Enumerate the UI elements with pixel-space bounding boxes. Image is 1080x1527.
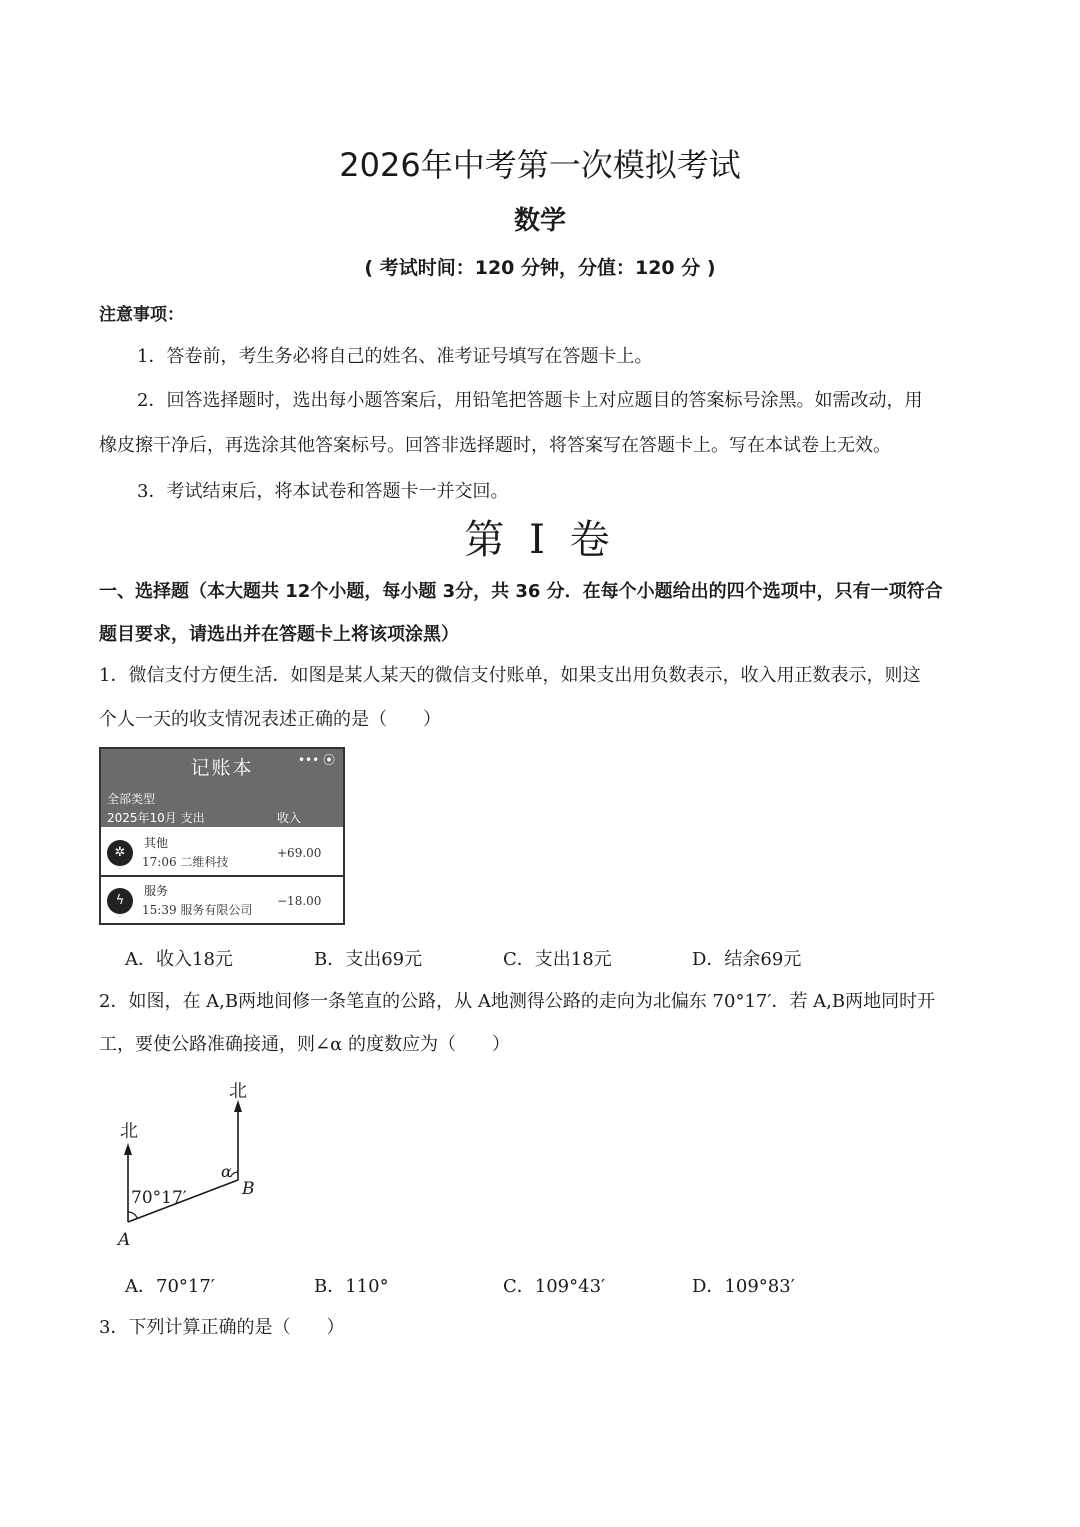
section-1-line-2: 题目要求，请选出并在答题卡上将该项涂黑） xyxy=(99,624,459,645)
point-b-label: B xyxy=(242,1179,255,1199)
notice-item-2-line-2: 橡皮擦干净后，再选涂其他答案标号。回答非选择题时，将答案写在答题卡上。写在本试卷上无效。 xyxy=(99,435,891,456)
question-2-option-d: D．109°83′ xyxy=(692,1276,795,1297)
ledger-title: 记账本 xyxy=(190,757,254,779)
ledger-row-name: 其他 xyxy=(144,836,169,850)
point-a-label: A xyxy=(118,1230,131,1250)
more-menu-icon: ••• ⦿ xyxy=(297,753,335,767)
section-1-line-1: 一、选择题（本大题共 12个小题，每小题 3分，共 36 分．在每个小题给出的四个选项中，只有一项符合 xyxy=(99,581,943,602)
notice-item-3: 3．考试结束后，将本试卷和答题卡一并交回。 xyxy=(137,481,509,502)
question-1-option-a: A．收入18元 xyxy=(125,949,233,970)
ledger-row-amount: −18.00 xyxy=(277,894,322,908)
ledger-income-header: 收入 xyxy=(277,811,302,825)
alpha-label: α xyxy=(221,1162,232,1181)
question-1-option-c: C．支出18元 xyxy=(503,949,612,970)
question-2-option-b: B．110° xyxy=(314,1276,389,1297)
question-3-line-1: 3．下列计算正确的是（ ） xyxy=(99,1317,345,1338)
question-1-option-d: D．结余69元 xyxy=(692,949,802,970)
question-2-option-c: C．109°43′ xyxy=(503,1276,606,1297)
exam-subject: 数学 xyxy=(513,206,566,236)
angle-label: 70°17′ xyxy=(131,1188,187,1208)
notice-item-2-line-1: 2．回答选择题时，选出每小题答案后，用铅笔把答题卡上对应题目的答案标号涂黑。如需改动，用 xyxy=(137,390,923,411)
north-label-b: 北 xyxy=(229,1081,247,1102)
north-label-a: 北 xyxy=(120,1121,138,1142)
ledger-row-time: 17:06 二维科技 xyxy=(142,855,229,869)
ledger-header xyxy=(101,749,343,827)
question-1-option-b: B．支出69元 xyxy=(314,949,423,970)
other-category-icon: ✲ xyxy=(107,840,133,866)
ledger-card xyxy=(99,747,345,925)
notice-heading: 注意事项： xyxy=(99,305,184,325)
question-2-option-a: A．70°17′ xyxy=(125,1276,215,1297)
notice-item-1: 1．答卷前，考生务必将自己的姓名、准考证号填写在答题卡上。 xyxy=(137,346,653,367)
question-1-line-2: 个人一天的收支情况表述正确的是（ ） xyxy=(99,709,441,730)
ledger-row-name: 服务 xyxy=(144,884,169,898)
exam-title: 2026年中考第一次模拟考试 xyxy=(339,146,741,184)
question-2-line-2: 工，要使公路准确接通，则∠α 的度数应为（ ） xyxy=(99,1034,510,1055)
service-category-icon: ϟ xyxy=(107,888,133,914)
ledger-row xyxy=(101,877,343,923)
ledger-type-filter: 全部类型 xyxy=(107,792,156,806)
volume-heading: 第 I 卷 xyxy=(464,517,616,563)
ledger-row-time: 15:39 服务有限公司 xyxy=(142,903,253,917)
question-1-line-1: 1．微信支付方便生活．如图是某人某天的微信支付账单，如果支出用负数表示，收入用正数表示，则这 xyxy=(99,665,921,686)
question-2-line-1: 2．如图，在 A,B两地间修一条笔直的公路，从 A地测得公路的走向为北偏东 70°17′．若 A,B两地同时开 xyxy=(99,991,936,1012)
north-arrow-a-head xyxy=(124,1143,132,1155)
ledger-row xyxy=(101,829,343,875)
ledger-month-label: 2025年10月 支出 xyxy=(107,811,205,825)
ledger-row-amount: +69.00 xyxy=(277,846,322,860)
bearing-diagram xyxy=(100,1075,300,1255)
angle-arc-a xyxy=(128,1212,137,1218)
exam-time-info: ( 考试时间：120 分钟，分值：120 分 ) xyxy=(364,257,716,279)
